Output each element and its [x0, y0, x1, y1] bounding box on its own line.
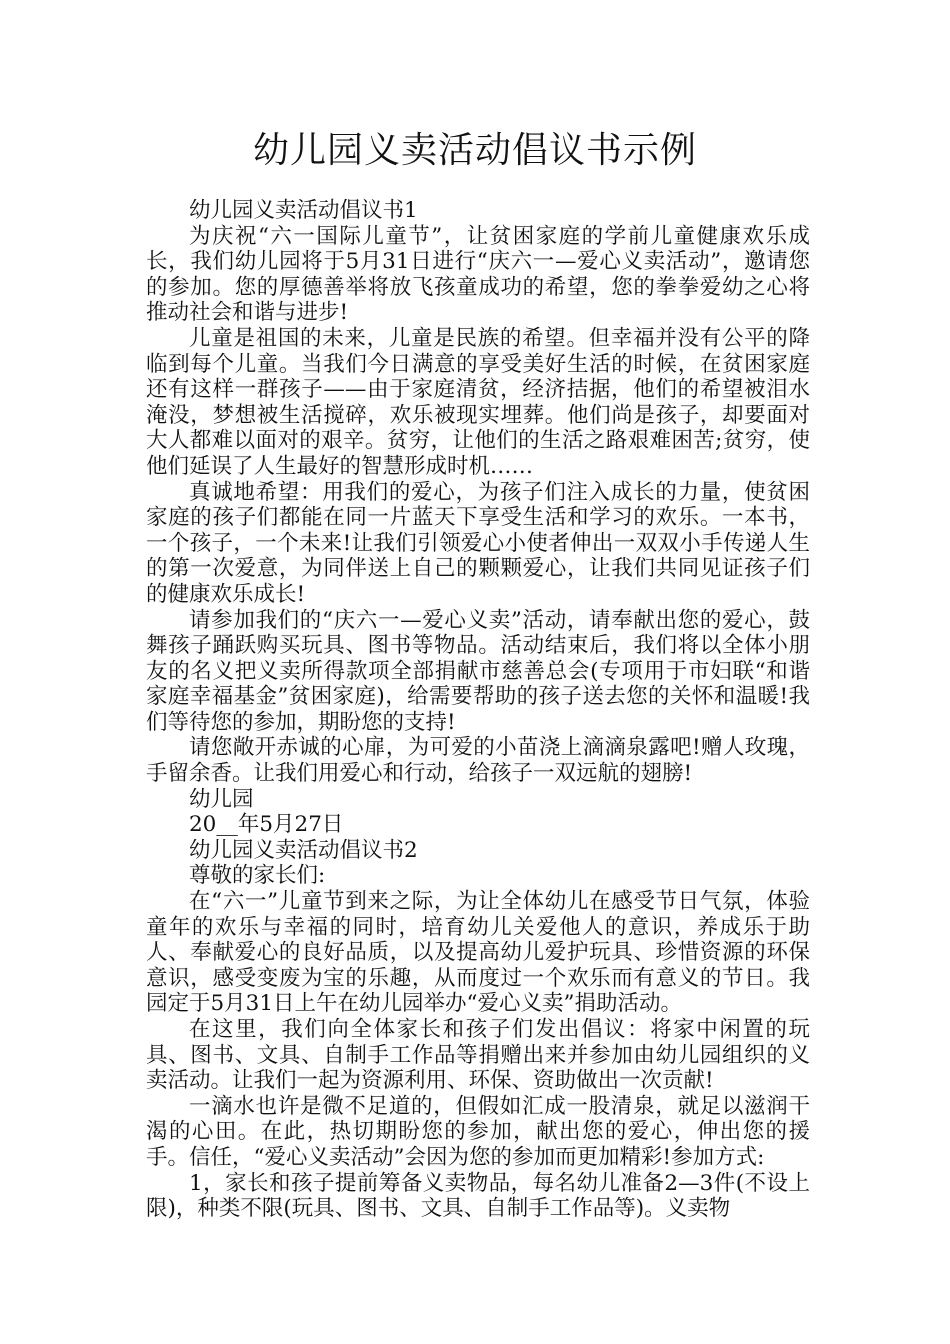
salutation: 尊敬的家长们:: [189, 863, 326, 889]
document-title: 幼儿园义卖活动倡议书示例: [252, 130, 697, 171]
heading-letter-1: 幼儿园义卖活动倡议书1: [189, 198, 418, 223]
heading-letter-2: 幼儿园义卖活动倡议书2: [189, 837, 418, 863]
paragraph-childrens-day: 在“六一”儿童节到来之际，为让全体幼儿在感受节日气氛，体验童年的欢乐与幸福的同时，培育幼儿关爱他人的意识，养成乐于助人、奉献爱心的良好品质，以及提高幼儿爱护玩具、珍惜资源的环保意识，感受变废为宝的乐趣，从而度过一个欢乐而有意义的节日。我园定于5月31日上午在幼儿园举办“爱心义卖”捐助活动。: [146, 889, 810, 1017]
paragraph-invitation: 请参加我们的“庆六一—爱心义卖”活动，请奉献出您的爱心，鼓舞孩子踊跃购买玩具、图书等物品。活动结束后，我们将以全体小朋友的名义把义卖所得款项全部捐献市慈善总会(专项用于市妇联“和谐家庭幸福基金”贫困家庭)，给需要帮助的孩子送去您的关怀和温暖!我们等待您的参加，期盼您的支持!: [146, 607, 810, 735]
paragraph-children-future: 儿童是祖国的未来，儿童是民族的希望。但幸福并没有公平的降临到每个儿童。当我们今日满意的享受美好生活的时候，在贫困家庭还有这样一群孩子——由于家庭清贫，经济拮据，他们的希望被泪水淹没，梦想被生活搅碎，欢乐被现实埋葬。他们尚是孩子，却要面对大人都难以面对的艰辛。贫穷，让他们的生活之路艰难困苦;贫穷，使他们延误了人生最好的智慧形成时机……: [146, 325, 810, 479]
paragraph-method-1: 1，家长和孩子提前筹备义卖物品，每名幼儿准备2—3件(不设上限)，种类不限(玩具、图书、文具、自制手工作品等)。义卖物: [146, 1170, 810, 1222]
paragraph-intro: 为庆祝“六一国际儿童节”，让贫困家庭的学前儿童健康欢乐成长，我们幼儿园将于5月31日进行“庆六一—爱心义卖活动”，邀请您的参加。您的厚德善举将放飞孩童成功的希望，您的拳拳爱幼之心将推动社会和谐与进步!: [146, 223, 810, 326]
paragraph-proposal: 在这里，我们向全体家长和孩子们发出倡议：将家中闲置的玩具、图书、文具、自制手工作品等捐赠出来并参加由幼儿园组织的义卖活动。让我们一起为资源利用、环保、资助做出一次贡献!: [146, 1017, 810, 1094]
paragraph-drop-of-water: 一滴水也许是微不足道的，但假如汇成一股清泉，就足以滋润干渴的心田。在此，热切期盼您的参加，献出您的爱心，伸出您的援手。信任，“爱心义卖活动”会因为您的参加而更加精彩!参加方式:: [146, 1093, 810, 1170]
signature-kindergarten: 幼儿园: [189, 786, 254, 812]
signature-date: 20__年5月27日: [189, 812, 344, 838]
paragraph-open-heart: 请您敞开赤诚的心扉，为可爱的小苗浇上滴滴泉露吧!赠人玫瑰，手留余香。让我们用爱心和行动，给孩子一双远航的翅膀!: [146, 735, 810, 787]
document-body: [146, 198, 810, 1222]
paragraph-sincere-hope: 真诚地希望：用我们的爱心，为孩子们注入成长的力量，使贫困家庭的孩子们都能在同一片蓝天下享受生活和学习的欢乐。一本书，一个孩子，一个未来!让我们引领爱心小使者伸出一双双小手传递人生的第一次爱意，为同伴送上自己的颗颗爱心，让我们共同见证孩子们的健康欢乐成长!: [146, 479, 810, 607]
